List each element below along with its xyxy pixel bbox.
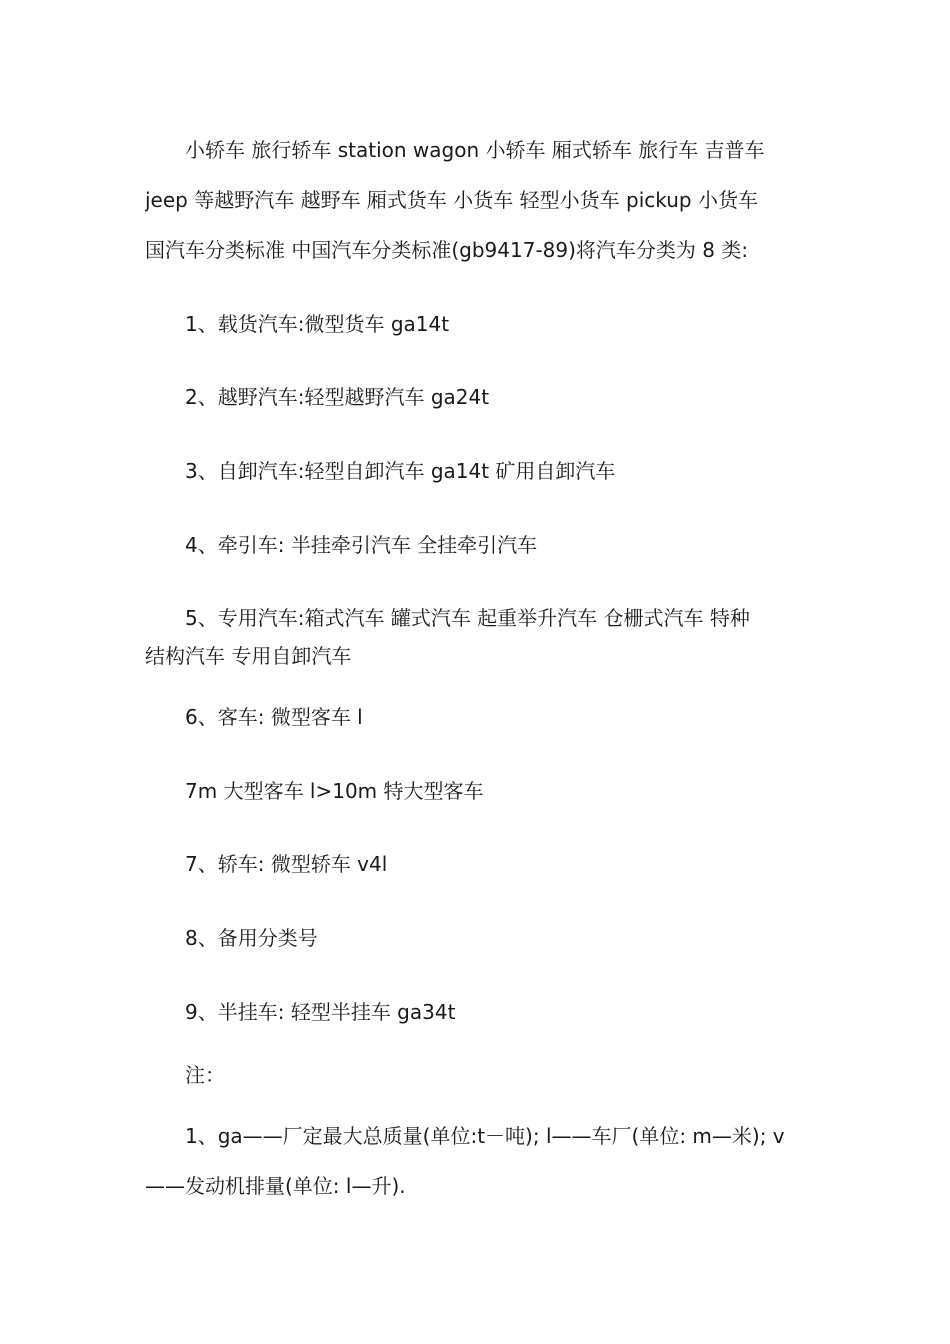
list-item: 7、轿车: 微型轿车 v4l xyxy=(145,852,388,876)
list-item: 1、载货汽车:微型货车 ga14t xyxy=(145,312,450,336)
list-item: 6、客车: 微型客车 l xyxy=(145,705,363,729)
list-item: 3、自卸汽车:轻型自卸汽车 ga14t 矿用自卸汽车 xyxy=(145,459,616,483)
list-item: 4、牵引车: 半挂牵引汽车 全挂牵引汽车 xyxy=(145,533,538,557)
note-item-continuation: ——发动机排量(单位: l—升). xyxy=(145,1174,406,1198)
list-item: 7m 大型客车 l>10m 特大型客车 xyxy=(145,779,484,803)
text-line: jeep 等越野汽车 越野车 厢式货车 小货车 轻型小货车 pickup 小货车 xyxy=(145,188,758,212)
list-item: 9、半挂车: 轻型半挂车 ga34t xyxy=(145,1000,456,1024)
list-item-continuation: 结构汽车 专用自卸汽车 xyxy=(145,644,352,668)
note-heading: 注： xyxy=(145,1063,225,1087)
list-item: 2、越野汽车:轻型越野汽车 ga24t xyxy=(145,385,490,409)
list-item: 5、专用汽车:箱式汽车 罐式汽车 起重举升汽车 仓栅式汽车 特种 xyxy=(145,606,750,630)
list-item: 8、备用分类号 xyxy=(145,926,318,950)
note-item: 1、ga——厂定最大总质量(单位:t－吨); l——车厂(单位: m—米); v xyxy=(145,1124,785,1148)
text-line: 国汽车分类标准 中国汽车分类标准(gb9417-89)将汽车分类为 8 类: xyxy=(145,238,749,262)
text-line: 小轿车 旅行轿车 station wagon 小轿车 厢式轿车 旅行车 吉普车 xyxy=(145,138,765,162)
